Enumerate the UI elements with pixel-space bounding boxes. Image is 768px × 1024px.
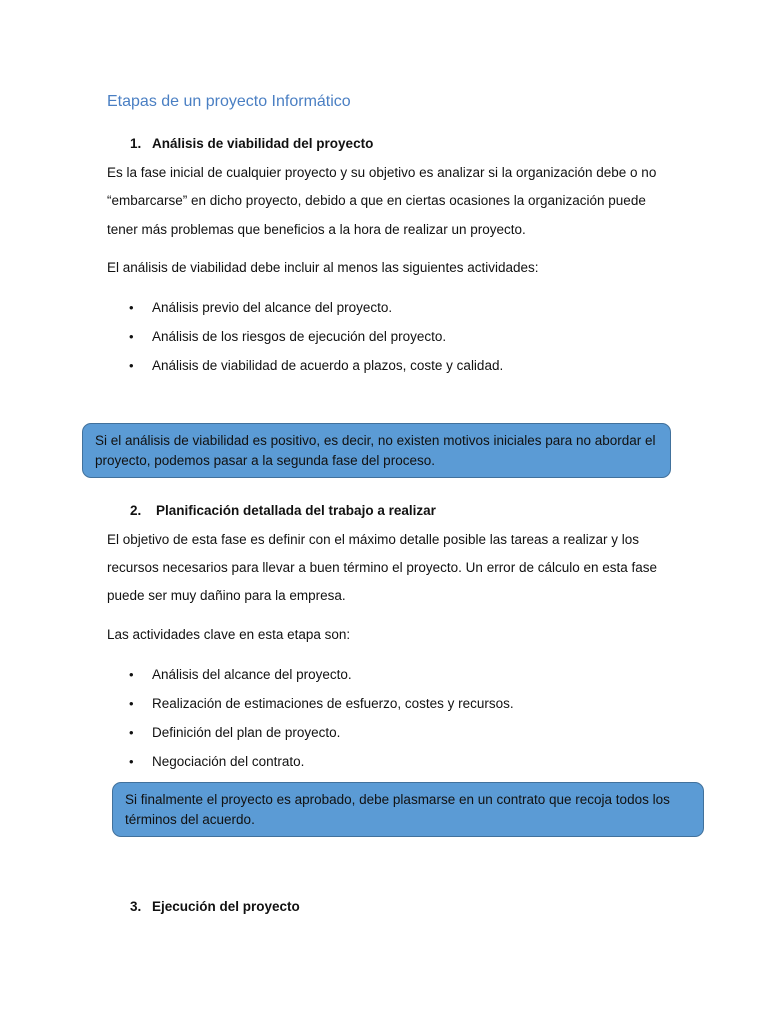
section-2-paragraph-line: puede ser muy dañino para la empresa. (107, 588, 346, 603)
bullet-icon: • (129, 358, 134, 373)
section-2-intro: Las actividades clave en esta etapa son: (107, 627, 351, 642)
section-2-number: 2. (130, 503, 142, 518)
section-1-heading: Análisis de viabilidad del proyecto (152, 136, 374, 151)
section-2-bullet-item: Definición del plan de proyecto. (152, 725, 341, 740)
bullet-icon: • (129, 696, 134, 711)
callout-line: términos del acuerdo. (125, 812, 255, 827)
section-2-callout (112, 782, 704, 837)
section-1-number: 1. (130, 136, 142, 151)
bullet-icon: • (129, 725, 134, 740)
section-1-bullet-item: Análisis de viabilidad de acuerdo a plazos, coste y calidad. (152, 358, 504, 373)
section-2-bullet-item: Negociación del contrato. (152, 754, 305, 769)
section-2-paragraph-line: El objetivo de esta fase es definir con el máximo detalle posible las tareas a realizar y los (107, 532, 640, 547)
section-2-bullet-item: Análisis del alcance del proyecto. (152, 667, 352, 682)
section-1-paragraph-line: “embarcarse” en dicho proyecto, debido a que en ciertas ocasiones la organización puede (107, 193, 646, 208)
callout-line: proyecto, podemos pasar a la segunda fase del proceso. (95, 453, 435, 468)
section-1-intro: El análisis de viabilidad debe incluir al menos las siguientes actividades: (107, 260, 539, 275)
callout-line: Si finalmente el proyecto es aprobado, debe plasmarse en un contrato que recoja todos los (125, 792, 670, 807)
section-1-bullet-item: Análisis previo del alcance del proyecto. (152, 300, 393, 315)
section-1-bullet-item: Análisis de los riesgos de ejecución del proyecto. (152, 329, 447, 344)
section-1-paragraph-line: Es la fase inicial de cualquier proyecto y su objetivo es analizar si la organización debe o no (107, 165, 657, 180)
section-2-paragraph-line: recursos necesarios para llevar a buen término el proyecto. Un error de cálculo en esta fase (107, 560, 658, 575)
section-2-bullet-item: Realización de estimaciones de esfuerzo, costes y recursos. (152, 696, 514, 711)
bullet-icon: • (129, 754, 134, 769)
section-2-heading: Planificación detallada del trabajo a realizar (156, 503, 436, 518)
bullet-icon: • (129, 667, 134, 682)
section-3-number: 3. (130, 899, 142, 914)
section-1-callout (82, 423, 671, 478)
document-title: Etapas de un proyecto Informático (107, 93, 351, 110)
bullet-icon: • (129, 300, 134, 315)
callout-line: Si el análisis de viabilidad es positivo, es decir, no existen motivos iniciales para no abordar el (95, 433, 656, 448)
section-1-paragraph-line: tener más problemas que beneficios a la hora de realizar un proyecto. (107, 222, 526, 237)
bullet-icon: • (129, 329, 134, 344)
section-3-heading: Ejecución del proyecto (152, 899, 300, 914)
